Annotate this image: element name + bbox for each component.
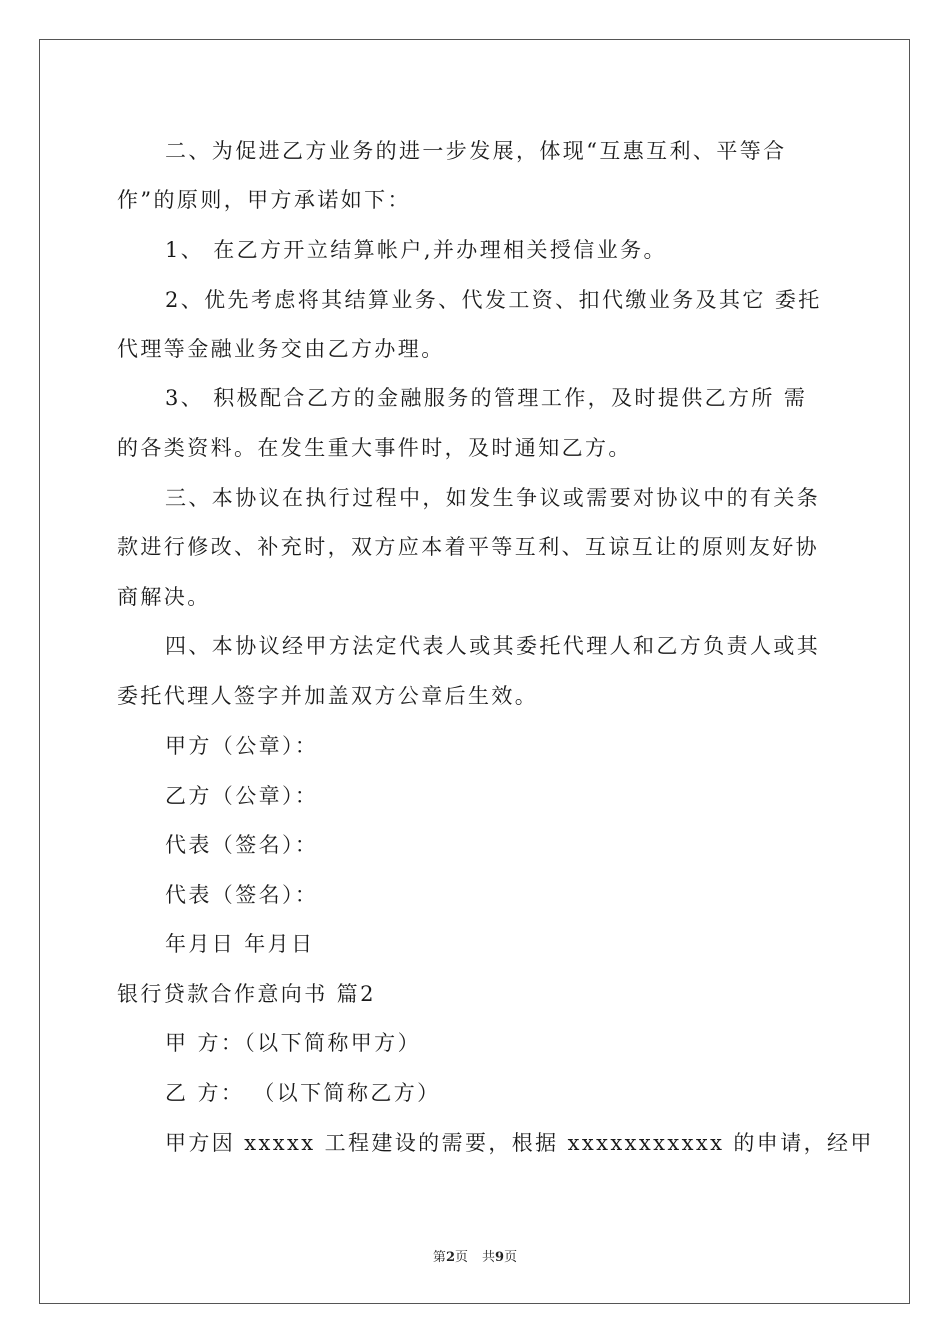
paragraph-4-line-2: 委托代理人签字并加盖双方公章后生效。: [117, 684, 539, 708]
total-page-number: 9: [495, 1250, 505, 1265]
party-b-line: 乙 方： （以下简称乙方）: [165, 1081, 441, 1105]
item-2-line-1: 2、优先考虑将其结算业务、代发工资、扣代缴业务及其它 委托: [165, 288, 822, 312]
page-prefix: 第: [432, 1250, 446, 1265]
paragraph-2-line-1: 二、为促进乙方业务的进一步发展，体现“互惠互利、平等合: [165, 139, 787, 163]
date-line: 年月日 年月日: [165, 932, 315, 956]
item-1: 1、 在乙方开立结算帐户,并办理相关授信业务。: [165, 238, 667, 262]
total-prefix: 共: [482, 1250, 496, 1265]
item-3-line-2: 的各类资料。在发生重大事件时，及时通知乙方。: [117, 436, 632, 460]
body-paragraph-line: 甲方因 xxxxx 工程建设的需要，根据 xxxxxxxxxxx 的申请，经甲: [165, 1131, 874, 1155]
item-2-line-2: 代理等金融业务交由乙方办理。: [117, 337, 445, 361]
representative-signature-1: 代表（签名）：: [165, 833, 319, 857]
section-title: 银行贷款合作意向书 篇2: [117, 982, 376, 1006]
party-a-line: 甲 方：（以下简称甲方）: [165, 1031, 421, 1055]
page-footer: [0, 1246, 950, 1265]
party-b-seal: 乙方（公章）：: [165, 784, 319, 808]
item-3-line-1: 3、 积极配合乙方的金融服务的管理工作，及时提供乙方所 需: [165, 386, 808, 410]
total-unit: 页: [504, 1250, 518, 1265]
paragraph-3-line-1: 三、本协议在执行过程中，如发生争议或需要对协议中的有关条: [165, 486, 821, 510]
paragraph-4-line-1: 四、本协议经甲方法定代表人或其委托代理人和乙方负责人或其: [165, 634, 821, 658]
party-a-seal: 甲方（公章）：: [165, 734, 319, 758]
paragraph-3-line-2: 款进行修改、补充时，双方应本着平等互利、互谅互让的原则友好协: [117, 535, 819, 559]
paragraph-3-line-3: 商解决。: [117, 585, 211, 609]
current-page-number: 2: [445, 1250, 455, 1265]
representative-signature-2: 代表（签名）：: [165, 883, 319, 907]
paragraph-2-line-2: 作”的原则，甲方承诺如下：: [117, 188, 411, 212]
page-border: [39, 39, 910, 1304]
page-unit: 页: [454, 1250, 468, 1265]
